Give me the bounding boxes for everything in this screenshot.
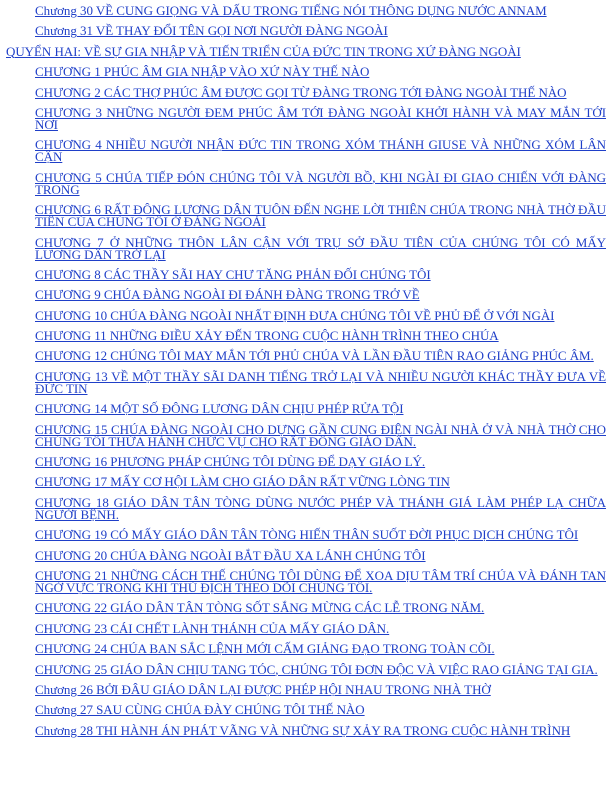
toc-chapter-link[interactable]: Chương 30 VỀ CUNG GIỌNG VÀ DẤU TRONG TIẾNG NÓI THÔNG DỤNG NƯỚC ANNAM [35, 3, 547, 18]
toc-chapter-link[interactable]: CHƯƠNG 10 CHÚA ĐÀNG NGOÀI NHẤT ĐỊNH ĐƯA CHÚNG TÔI VỀ PHỦ ĐỂ Ở VỚI NGÀI [35, 307, 555, 323]
toc-chapter-link[interactable]: CHƯƠNG 5 CHÚA TIẾP ĐÓN CHÚNG TÔI VÀ NGƯỜI BỒ, KHI NGÀI ĐI GIAO CHIẾN VỚI ĐÀNG TRONG [35, 169, 606, 197]
toc-chapter-link[interactable]: CHƯƠNG 15 CHÚA ĐÀNG NGOÀI CHO DỰNG GẦN CUNG ĐIỆN NGÀI NHÀ Ở VÀ NHÀ THỜ CHO CHÚNG TÔI THỪA HÀNH CHỨC VỤ CHO RẤT ĐÔNG GIÁO DÂN. [35, 421, 606, 449]
toc-chapter-link[interactable]: CHƯƠNG 12 CHÚNG TÔI MAY MẮN TỚI PHỦ CHÚA VÀ LẦN ĐẦU TIÊN RAO GIẢNG PHÚC ÂM. [35, 348, 594, 364]
toc-chapter-link[interactable]: CHƯƠNG 7 Ở NHỮNG THÔN LÂN CẬN VỚI TRỤ SỞ ĐẦU TIÊN CỦA CHÚNG TÔI CÓ MẤY LƯƠNG DÂN TRỞ LẠI [35, 234, 606, 262]
toc-chapter-link[interactable]: CHƯƠNG 24 CHÚA BAN SẮC LỆNH MỚI CẤM GIẢNG ĐẠO TRONG TOÀN CÕI. [35, 641, 495, 657]
toc-chapter-link[interactable]: Chương 31 VỀ THAY ĐỔI TÊN GỌI NƠI NGƯỜI ĐÀNG NGOÀI [35, 23, 388, 39]
toc-chapter-link[interactable]: CHƯƠNG 3 NHỮNG NGƯỜI ĐEM PHÚC ÂM TỚI ĐÀNG NGOÀI KHỞI HÀNH VÀ MAY MẮN TỚI NƠI [35, 104, 606, 132]
toc-chapter-link[interactable]: CHƯƠNG 2 CÁC THỢ PHÚC ÂM ĐƯỢC GỌI TỪ ĐÀNG TRONG TỚI ĐÀNG NGOÀI THẾ NÀO [35, 84, 567, 100]
toc-chapter-link[interactable]: CHƯƠNG 1 PHÚC ÂM GIA NHẬP VÀO XỨ NÀY THẾ NÀO [35, 64, 370, 80]
toc-chapter-link[interactable]: CHƯƠNG 11 NHỮNG ĐIỀU XẢY ĐẾN TRONG CUỘC HÀNH TRÌNH THEO CHÚA [35, 328, 499, 344]
toc-chapter-link[interactable]: CHƯƠNG 17 MẤY CƠ HỘI LÀM CHO GIÁO DÂN RẤT VỮNG LÒNG TIN [35, 474, 450, 490]
toc-chapter-link[interactable]: CHƯƠNG 4 NHIỀU NGƯỜI NHẬN ĐỨC TIN TRONG XÓM THÁNH GIUSE VÀ NHỮNG XÓM LÂN CẬN [35, 137, 606, 165]
toc-chapter-link[interactable]: CHƯƠNG 20 CHÚA ĐÀNG NGOÀI BẮT ĐẦU XA LÁNH CHÚNG TÔI [35, 547, 426, 563]
toc-chapter-link[interactable]: CHƯƠNG 8 CÁC THẦY SÃI HAY CHƯ TĂNG PHẢN ĐỐI CHÚNG TÔI [35, 266, 431, 282]
toc-chapter-link[interactable]: Chương 28 THI HÀNH ÁN PHÁT VÃNG VÀ NHỮNG SỰ XẢY RA TRONG CUỘC HÀNH TRÌNH [35, 722, 571, 738]
toc-chapter-link[interactable]: CHƯƠNG 16 PHƯƠNG PHÁP CHÚNG TÔI DÙNG ĐỂ DẠY GIÁO LÝ. [35, 454, 426, 470]
toc-chapter-link[interactable]: CHƯƠNG 23 CÁI CHẾT LÀNH THÁNH CỦA MẤY GIÁO DÂN. [35, 620, 390, 636]
toc-part-link[interactable]: QUYỂN HAI: VỀ SỰ GIA NHẬP VÀ TIẾN TRIỂN CỦA ĐỨC TIN TRONG XỨ ĐÀNG NGOÀI [6, 43, 521, 59]
toc-chapter-link[interactable]: CHƯƠNG 6 RẤT ĐÔNG LƯƠNG DÂN TUÔN ĐẾN NGHE LỜI THIÊN CHÚA TRONG NHÀ THỜ ĐẦU TIÊN CỦA CHÚNG TÔI Ở ĐÀNG NGOÀI [35, 202, 606, 230]
toc-chapter-link[interactable]: Chương 27 SAU CÙNG CHÚA ĐÀY CHÚNG TÔI THẾ NÀO [35, 702, 365, 718]
toc-chapter-link[interactable]: CHƯƠNG 21 NHỮNG CÁCH THẾ CHÚNG TÔI DÙNG ĐỂ XOA DỊU TÂM TRÍ CHÚA VÀ ĐÁNH TAN NGỜ VỰC TRONG KHI THÙ ĐỊCH THEO DÕI CHÚNG TÔI. [35, 567, 606, 595]
toc-chapter-link[interactable]: CHƯƠNG 18 GIÁO DÂN TÂN TÒNG DÙNG NƯỚC PHÉP VÀ THÁNH GIÁ LÀM PHÉP LẠ CHỮA NGƯỜI BỆNH. [35, 494, 606, 522]
toc-chapter-link[interactable]: CHƯƠNG 19 CÓ MẤY GIÁO DÂN TÂN TÒNG HIẾN THÂN SUỐT ĐỜI PHỤC DỊCH CHÚNG TÔI [35, 527, 579, 543]
toc-chapter-link[interactable]: CHƯƠNG 9 CHÚA ĐÀNG NGOÀI ĐI ĐÁNH ĐÀNG TRONG TRỞ VỀ [35, 287, 420, 303]
toc-chapter-link[interactable]: Chương 26 BỞI ĐÂU GIÁO DÂN LẠI ĐƯỢC PHÉP HỘI NHAU TRONG NHÀ THỜ [35, 681, 491, 697]
toc-chapter-link[interactable]: CHƯƠNG 22 GIÁO DÂN TÂN TÒNG SỐT SẮNG MỪNG CÁC LỄ TRONG NĂM. [35, 600, 485, 616]
table-of-contents [6, 5, 606, 745]
toc-chapter-link[interactable]: CHƯƠNG 13 VỀ MỘT THẦY SÃI DANH TIẾNG TRỞ LẠI VÀ NHIỀU NGƯỜI KHÁC THẦY ĐƯA VỀ ĐỨC TIN [35, 368, 606, 396]
toc-chapter-link[interactable]: CHƯƠNG 25 GIÁO DÂN CHỊU TANG TÓC, CHÚNG TÔI ĐƠN ĐỘC VÀ VIỆC RAO GIẢNG TẠI GIA. [35, 661, 598, 677]
toc-chapter-link[interactable]: CHƯƠNG 14 MỘT SỐ ĐÔNG LƯƠNG DÂN CHỊU PHÉP RỬA TỘI [35, 401, 404, 417]
